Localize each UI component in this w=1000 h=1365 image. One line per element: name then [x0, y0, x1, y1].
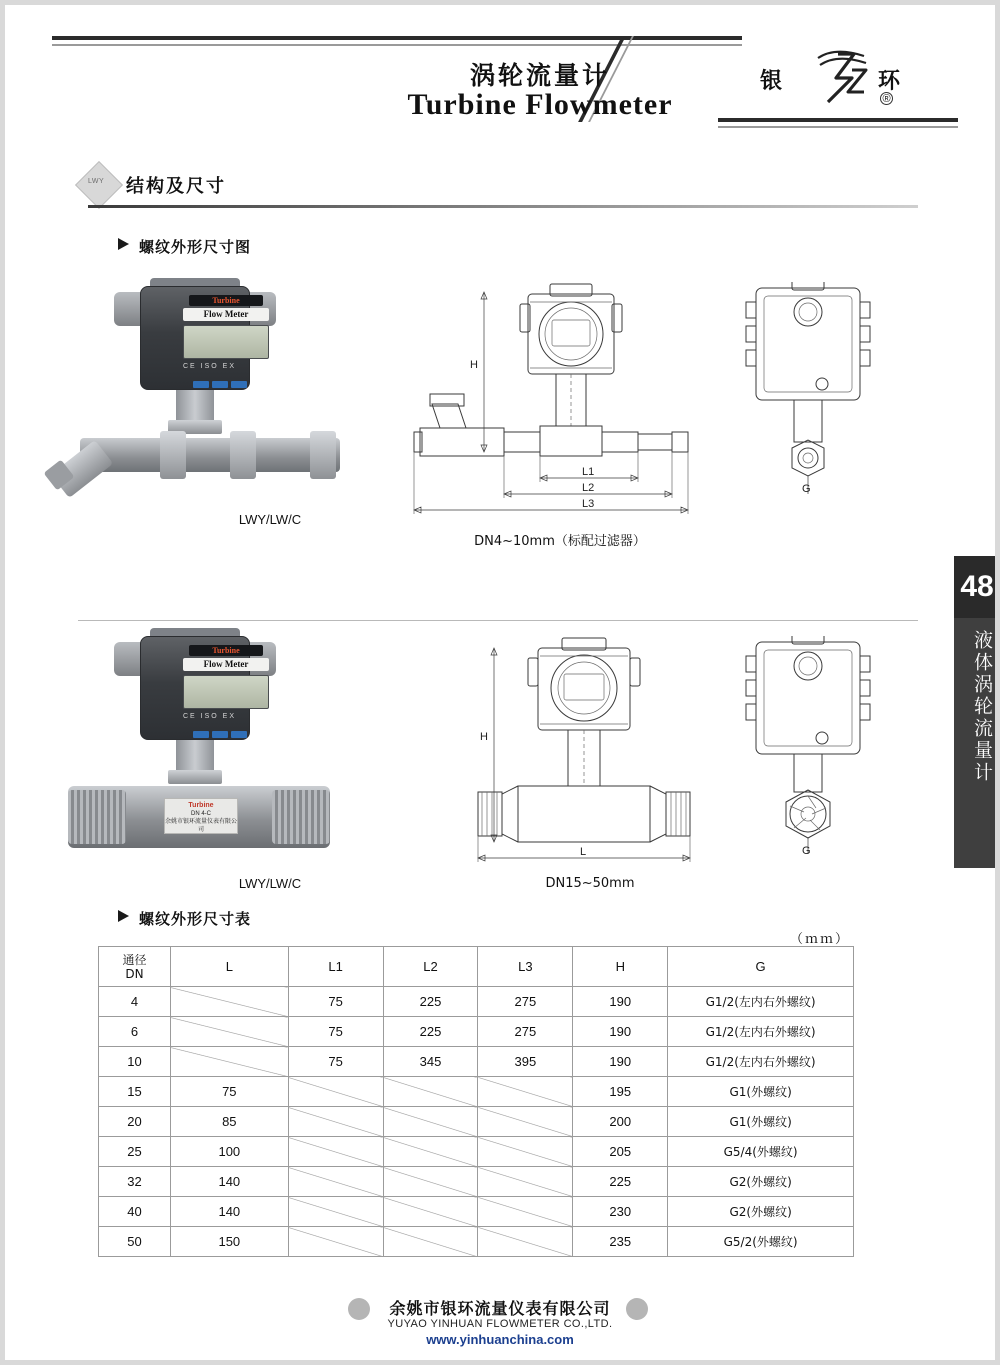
cell-l: 140 — [170, 1197, 288, 1227]
cell-l1 — [288, 1077, 383, 1107]
header-rule-bottom-thin — [718, 126, 958, 128]
body-nameplate-line1: DN 4-C — [190, 811, 211, 817]
dim-label-g-2: G — [802, 845, 811, 857]
cell-l2 — [383, 1137, 478, 1167]
col-header-dn-cn: 通径 — [122, 952, 147, 967]
cell-h: 190 — [573, 987, 668, 1017]
photo-caption-row1: LWY/LW/C — [238, 512, 302, 527]
section-divider — [78, 620, 918, 621]
subheading-table-label: 螺纹外形尺寸表 — [139, 910, 252, 928]
cell-l1: 75 — [288, 987, 383, 1017]
table-header-row — [99, 947, 854, 987]
device-buttons-2 — [193, 725, 259, 733]
col-header-l2: L2 — [383, 947, 478, 987]
logo-char-right: 环 — [878, 69, 901, 94]
company-logo — [760, 48, 930, 112]
thread-left — [68, 790, 126, 844]
thread-right — [272, 790, 330, 844]
section-title: 结构及尺寸 — [126, 176, 226, 197]
col-header-dn — [99, 947, 171, 987]
cell-g: G5/4(外螺纹) — [668, 1137, 854, 1167]
dim-label-l3: L3 — [582, 498, 595, 510]
cell-l1: 75 — [288, 1047, 383, 1077]
cell-g: G5/2(外螺纹) — [668, 1227, 854, 1257]
cell-g: G1/2(左内右外螺纹) — [668, 1047, 854, 1077]
body-nameplate-line2: 余姚市银环流量仪表有限公司 — [165, 819, 238, 833]
header-rule-bottom — [718, 118, 958, 122]
cell-dn: 20 — [99, 1107, 171, 1137]
pipe-fitting-1 — [160, 431, 186, 479]
cell-l2: 345 — [383, 1047, 478, 1077]
device-cert-marks-2: CE ISO EX — [183, 713, 237, 720]
device-neck — [176, 390, 214, 424]
footer-company-cn: 余姚市银环流量仪表有限公司 — [389, 1299, 611, 1318]
cell-dn: 4 — [99, 987, 171, 1017]
device-lcd-display — [183, 325, 269, 359]
section-badge-diamond — [75, 161, 123, 209]
cell-l1 — [288, 1167, 383, 1197]
subheading-table — [118, 908, 251, 929]
device-neck-2 — [176, 740, 214, 774]
cell-g: G2(外螺纹) — [668, 1197, 854, 1227]
drawing-caption-row2: DN15~50mm — [545, 876, 635, 891]
dim-label-h-2: H — [480, 731, 488, 743]
cell-l — [170, 1047, 288, 1077]
cell-l: 75 — [170, 1077, 288, 1107]
footer-company-en: YUYAO YINHUAN FLOWMETER CO.,LTD. — [387, 1318, 613, 1330]
device-union-nut-2 — [168, 770, 222, 784]
dim-label-g: G — [802, 483, 811, 495]
table-row — [99, 1017, 854, 1047]
cell-l3 — [478, 1107, 573, 1137]
table-row — [99, 1077, 854, 1107]
col-header-dn-en: DN — [125, 966, 144, 981]
dimension-table — [98, 946, 854, 1257]
cell-l: 100 — [170, 1137, 288, 1167]
yinhuan-logo-icon — [812, 48, 874, 106]
registered-trademark-icon: ® — [880, 92, 893, 105]
dim-label-h: H — [470, 359, 478, 371]
cell-h: 225 — [573, 1167, 668, 1197]
pipe-fitting-3 — [310, 431, 336, 479]
device-lcd-display-2 — [183, 675, 269, 709]
cell-l3 — [478, 1197, 573, 1227]
page-number: 48 — [954, 556, 1000, 618]
cell-dn: 32 — [99, 1167, 171, 1197]
cell-dn: 50 — [99, 1227, 171, 1257]
cell-dn: 15 — [99, 1077, 171, 1107]
cell-l: 140 — [170, 1167, 288, 1197]
device-brand-top-2: Turbine — [189, 645, 263, 656]
cell-l: 150 — [170, 1227, 288, 1257]
logo-char-left: 银 — [760, 69, 784, 94]
product-photo-dn15-50 — [60, 636, 360, 886]
dimension-drawing-front-dn4-10 — [400, 282, 720, 522]
table-row — [99, 1137, 854, 1167]
col-header-h: H — [573, 947, 668, 987]
y-strainer-filter — [50, 414, 126, 488]
cell-g: G1/2(左内右外螺纹) — [668, 987, 854, 1017]
col-header-g: G — [668, 947, 854, 987]
pipe-fitting-2 — [230, 431, 256, 479]
side-tab-label: 液体涡轮流量计 — [971, 630, 993, 784]
body-nameplate — [164, 798, 238, 834]
dim-label-l2: L2 — [582, 482, 595, 494]
cell-l3: 275 — [478, 1017, 573, 1047]
cell-l3 — [478, 1077, 573, 1107]
device-brand-bottom: Flow Meter — [183, 308, 269, 321]
cell-l2 — [383, 1107, 478, 1137]
cell-h: 230 — [573, 1197, 668, 1227]
table-row — [99, 1047, 854, 1077]
page-title-cn: 涡轮流量计 — [469, 61, 610, 90]
cell-l3: 395 — [478, 1047, 573, 1077]
cell-l3 — [478, 1137, 573, 1167]
triangle-bullet-icon-2 — [118, 910, 129, 922]
cell-h: 195 — [573, 1077, 668, 1107]
table-row — [99, 1107, 854, 1137]
table-unit-label: （ｍｍ） — [789, 931, 850, 946]
section-badge-label: LWY — [88, 178, 105, 185]
cell-dn: 40 — [99, 1197, 171, 1227]
device-enclosure — [140, 286, 250, 390]
dimension-drawing-side-dn4-10 — [730, 282, 890, 512]
cell-dn: 6 — [99, 1017, 171, 1047]
triangle-bullet-icon — [118, 238, 129, 250]
cell-g: G1/2(左内右外螺纹) — [668, 1017, 854, 1047]
cell-h: 200 — [573, 1107, 668, 1137]
section-rule — [88, 205, 918, 208]
col-header-l1: L1 — [288, 947, 383, 987]
cell-l2: 225 — [383, 1017, 478, 1047]
page-header — [0, 0, 1000, 140]
device-buttons — [193, 375, 259, 383]
cell-h: 235 — [573, 1227, 668, 1257]
cell-l3 — [478, 1227, 573, 1257]
table-row — [99, 1197, 854, 1227]
cell-h: 205 — [573, 1137, 668, 1167]
cell-l3: 275 — [478, 987, 573, 1017]
dim-label-l1: L1 — [582, 466, 595, 478]
cell-g: G2(外螺纹) — [668, 1167, 854, 1197]
drawing-caption-row1: DN4~10mm（标配过滤器） — [474, 534, 646, 549]
dimension-drawing-front-dn15-50 — [460, 636, 720, 871]
col-header-l: L — [170, 947, 288, 987]
cell-l1 — [288, 1197, 383, 1227]
cell-l — [170, 987, 288, 1017]
cell-dn: 25 — [99, 1137, 171, 1167]
device-brand-bottom-2: Flow Meter — [183, 658, 269, 671]
cell-l1: 75 — [288, 1017, 383, 1047]
cell-l2: 225 — [383, 987, 478, 1017]
subheading-drawing — [118, 236, 251, 257]
cell-l1 — [288, 1107, 383, 1137]
cell-l2 — [383, 1227, 478, 1257]
table-row — [99, 1227, 854, 1257]
page-footer — [0, 1296, 1000, 1356]
cell-l2 — [383, 1197, 478, 1227]
cell-l: 85 — [170, 1107, 288, 1137]
footer-url[interactable]: www.yinhuanchina.com — [426, 1332, 574, 1347]
product-photo-dn4-10 — [60, 286, 360, 516]
photo-caption-row2: LWY/LW/C — [238, 876, 302, 891]
subheading-drawing-label: 螺纹外形尺寸图 — [139, 238, 252, 256]
table-row — [99, 1167, 854, 1197]
cell-dn: 10 — [99, 1047, 171, 1077]
cell-l2 — [383, 1077, 478, 1107]
cell-l1 — [288, 1137, 383, 1167]
page-title-en: Turbine Flowmeter — [407, 88, 673, 121]
device-enclosure-2 — [140, 636, 250, 740]
cell-h: 190 — [573, 1047, 668, 1077]
cell-l — [170, 1017, 288, 1047]
cell-l1 — [288, 1227, 383, 1257]
table-row — [99, 987, 854, 1017]
body-nameplate-brand: Turbine — [188, 802, 214, 809]
device-cert-marks: CE ISO EX — [183, 363, 237, 370]
cell-g: G1(外螺纹) — [668, 1107, 854, 1137]
threaded-body — [68, 786, 330, 848]
device-brand-top: Turbine — [189, 295, 263, 306]
cell-l3 — [478, 1167, 573, 1197]
col-header-l3: L3 — [478, 947, 573, 987]
dim-label-l: L — [580, 846, 587, 858]
cell-g: G1(外螺纹) — [668, 1077, 854, 1107]
cell-h: 190 — [573, 1017, 668, 1047]
dimension-drawing-side-dn15-50 — [730, 636, 890, 871]
cell-l2 — [383, 1167, 478, 1197]
